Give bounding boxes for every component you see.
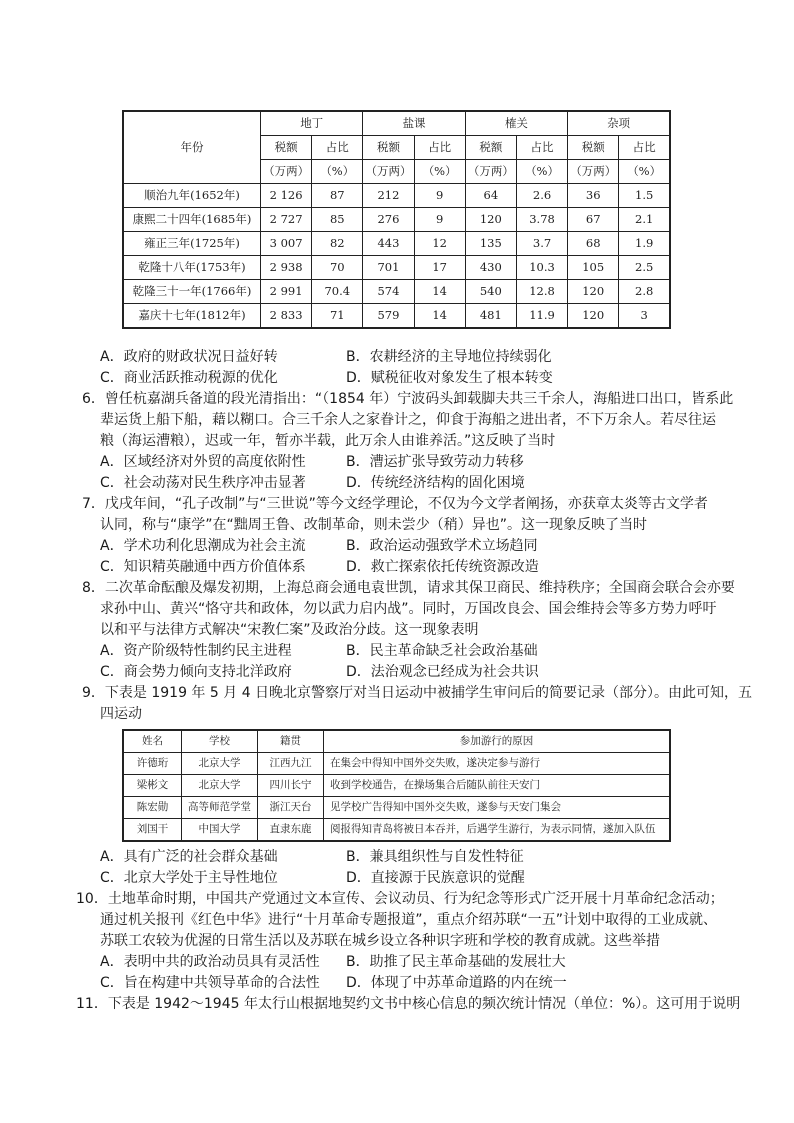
reason-cell: 收到学校通告，在操场集合后随队前往天安门 bbox=[324, 775, 671, 797]
value-cell: 120 bbox=[568, 304, 619, 329]
value-cell: 85 bbox=[312, 208, 363, 232]
year-cell: 雍正三年(1725年) bbox=[123, 232, 261, 256]
q10-option-a[interactable]: A．表明中共的政治动员具有灵活性 bbox=[100, 954, 320, 970]
year-header: 年份 bbox=[123, 111, 261, 184]
value-cell: 579 bbox=[363, 304, 414, 329]
q10-stem-line: 通过机关报刊《红色中华》进行“十月革命专题报道”，重点介绍苏联“一五”计划中取得的工业成就、 bbox=[100, 912, 718, 928]
value-cell: 120 bbox=[568, 280, 619, 304]
table-row bbox=[123, 797, 670, 819]
year-cell: 乾隆三十一年(1766年) bbox=[123, 280, 261, 304]
q8-option-c[interactable]: C．商会势力倾向支持北洋政府 bbox=[100, 664, 292, 680]
q6-stem-line: 辈运货上船下船，藉以糊口。合三千余人之家眷计之，仰食于海船之进出者，不下万余人。若尽往运 bbox=[100, 412, 716, 428]
ratio-header: 占比 bbox=[516, 136, 567, 160]
value-cell: 3.7 bbox=[516, 232, 567, 256]
q10-stem-line: 苏联工农较为优渥的日常生活以及苏联在城乡设立各种识字班和学校的教育成就。这些举措 bbox=[100, 933, 660, 949]
value-cell: 2.5 bbox=[619, 256, 670, 280]
table-row bbox=[123, 304, 670, 329]
value-cell: 2 833 bbox=[261, 304, 312, 329]
value-cell: 12.8 bbox=[516, 280, 567, 304]
value-cell: 3.78 bbox=[516, 208, 567, 232]
q8-option-d[interactable]: D．法治观念已经成为社会共识 bbox=[346, 664, 539, 680]
value-cell: 3 bbox=[619, 304, 670, 329]
year-cell: 嘉庆十七年(1812年) bbox=[123, 304, 261, 329]
ratio-header: 占比 bbox=[312, 136, 363, 160]
group-header: 杂项 bbox=[568, 111, 670, 136]
value-cell: 135 bbox=[465, 232, 516, 256]
q10-option-c[interactable]: C．旨在构建中共领导革命的合法性 bbox=[100, 975, 320, 991]
group-header: 地丁 bbox=[261, 111, 363, 136]
value-cell: 481 bbox=[465, 304, 516, 329]
q8-option-b[interactable]: B．民主革命缺乏社会政治基础 bbox=[346, 643, 538, 659]
origin-cell: 浙江天台 bbox=[258, 797, 324, 819]
table-row bbox=[123, 280, 670, 304]
value-cell: 70 bbox=[312, 256, 363, 280]
value-cell: 9 bbox=[414, 184, 465, 208]
q8-stem-line: 以和平与法律方式解决“宋教仁案”及政治分歧。这一现象表明 bbox=[100, 622, 479, 638]
q5-option-c[interactable]: C．商业活跃推动税源的优化 bbox=[100, 370, 278, 386]
value-cell: 105 bbox=[568, 256, 619, 280]
value-cell: 2.1 bbox=[619, 208, 670, 232]
column-header: 姓名 bbox=[123, 730, 182, 753]
name-cell: 梁彬文 bbox=[123, 775, 182, 797]
value-cell: 14 bbox=[414, 304, 465, 329]
q5-option-d[interactable]: D．赋税征收对象发生了根本转变 bbox=[346, 370, 553, 386]
value-cell: 443 bbox=[363, 232, 414, 256]
value-cell: 2 727 bbox=[261, 208, 312, 232]
group-header: 榷关 bbox=[465, 111, 567, 136]
q6-option-d[interactable]: D．传统经济结构的固化困境 bbox=[346, 475, 525, 491]
value-cell: 10.3 bbox=[516, 256, 567, 280]
ratio-unit: （%） bbox=[414, 160, 465, 184]
q7-option-b[interactable]: B．政治运动强致学术立场趋同 bbox=[346, 538, 538, 554]
column-header: 学校 bbox=[182, 730, 258, 753]
amount-header: 税额 bbox=[568, 136, 619, 160]
q10-stem-line: 10．土地革命时期，中国共产党通过文本宣传、会议动员、行为纪念等形式广泛开展十月革命纪念活动； bbox=[76, 891, 724, 907]
name-cell: 许德珩 bbox=[123, 753, 182, 775]
value-cell: 1.9 bbox=[619, 232, 670, 256]
reason-cell: 见学校广告得知中国外交失败，遂参与天安门集会 bbox=[324, 797, 671, 819]
ratio-header: 占比 bbox=[414, 136, 465, 160]
amount-unit: （万两） bbox=[568, 160, 619, 184]
amount-unit: （万两） bbox=[261, 160, 312, 184]
q7-option-d[interactable]: D．救亡探索依托传统资源改造 bbox=[346, 559, 539, 575]
value-cell: 2.6 bbox=[516, 184, 567, 208]
value-cell: 82 bbox=[312, 232, 363, 256]
value-cell: 574 bbox=[363, 280, 414, 304]
column-header: 籍贯 bbox=[258, 730, 324, 753]
value-cell: 87 bbox=[312, 184, 363, 208]
value-cell: 14 bbox=[414, 280, 465, 304]
reason-cell: 阅报得知青岛将被日本吞并，后遇学生游行，为表示同情，遂加入队伍 bbox=[324, 819, 671, 842]
value-cell: 12 bbox=[414, 232, 465, 256]
q6-stem-line: 6．曾任杭嘉湖兵备道的段光清指出：“（1854 年）宁波码头卸载脚夫共三千余人，海船进口出口，皆系此 bbox=[82, 391, 734, 407]
value-cell: 36 bbox=[568, 184, 619, 208]
amount-unit: （万两） bbox=[465, 160, 516, 184]
value-cell: 2 991 bbox=[261, 280, 312, 304]
q5-option-a[interactable]: A．政府的财政状况日益好转 bbox=[100, 349, 278, 365]
school-cell: 中国大学 bbox=[182, 819, 258, 842]
q11-stem-line: 11．下表是 1942～1945 年太行山根据地契约文书中核心信息的频次统计情况（单位：%）。这可用于说明 bbox=[76, 996, 741, 1012]
table-row bbox=[123, 256, 670, 280]
q9-stem-line: 9．下表是 1919 年 5 月 4 日晚北京警察厅对当日运动中被捕学生审问后的简要记录（部分）。由此可知，五 bbox=[82, 685, 753, 701]
school-cell: 高等师范学堂 bbox=[182, 797, 258, 819]
q6-option-c[interactable]: C．社会动荡对民生秩序冲击显著 bbox=[100, 475, 306, 491]
origin-cell: 江西九江 bbox=[258, 753, 324, 775]
q10-option-b[interactable]: B．助推了民主革命基础的发展壮大 bbox=[346, 954, 566, 970]
arrested-students-table bbox=[122, 729, 671, 842]
q9-option-a[interactable]: A．具有广泛的社会群众基础 bbox=[100, 849, 278, 865]
year-cell: 康熙二十四年(1685年) bbox=[123, 208, 261, 232]
year-cell: 顺治九年(1652年) bbox=[123, 184, 261, 208]
value-cell: 276 bbox=[363, 208, 414, 232]
table-row bbox=[123, 775, 670, 797]
ratio-unit: （%） bbox=[516, 160, 567, 184]
reason-cell: 在集会中得知中国外交失败，遂决定参与游行 bbox=[324, 753, 671, 775]
name-cell: 陈宏勋 bbox=[123, 797, 182, 819]
ratio-unit: （%） bbox=[312, 160, 363, 184]
tax-revenue-table bbox=[122, 110, 671, 329]
q10-option-d[interactable]: D．体现了中苏革命道路的内在统一 bbox=[346, 975, 567, 991]
value-cell: 2 938 bbox=[261, 256, 312, 280]
table-header-row bbox=[123, 730, 670, 753]
table-row bbox=[123, 753, 670, 775]
table-row bbox=[123, 208, 670, 232]
q9-option-b[interactable]: B．兼具组织性与自发性特征 bbox=[346, 849, 524, 865]
value-cell: 67 bbox=[568, 208, 619, 232]
origin-cell: 四川长宁 bbox=[258, 775, 324, 797]
value-cell: 1.5 bbox=[619, 184, 670, 208]
q7-option-a[interactable]: A．学术功利化思潮成为社会主流 bbox=[100, 538, 306, 554]
value-cell: 70.4 bbox=[312, 280, 363, 304]
value-cell: 212 bbox=[363, 184, 414, 208]
value-cell: 120 bbox=[465, 208, 516, 232]
q8-stem-line: 求孙中山、黄兴“恪守共和政体，勿以武力启内战”。同时，万国改良会、国会维持会等多方势力呼吁 bbox=[100, 601, 717, 617]
group-header: 盐课 bbox=[363, 111, 465, 136]
value-cell: 3 007 bbox=[261, 232, 312, 256]
q7-stem-line: 认同，称与“康学”在“黜周王鲁、改制革命，则未尝少（稍）异也”。这一现象反映了当时 bbox=[100, 517, 648, 533]
q8-stem-line: 8．二次革命酝酿及爆发初期，上海总商会通电袁世凯，请求其保卫商民、维持秩序；全国商会联合会亦要 bbox=[82, 580, 735, 596]
q8-option-a[interactable]: A．资产阶级特性制约民主进程 bbox=[100, 643, 292, 659]
year-cell: 乾隆十八年(1753年) bbox=[123, 256, 261, 280]
table-row bbox=[123, 819, 670, 842]
value-cell: 17 bbox=[414, 256, 465, 280]
q7-stem-line: 7．戊戌年间，“孔子改制”与“三世说”等今文经学理论，不仅为今文学者阐扬，亦获章太炎等古文学者 bbox=[82, 496, 708, 512]
value-cell: 2.8 bbox=[619, 280, 670, 304]
value-cell: 9 bbox=[414, 208, 465, 232]
amount-header: 税额 bbox=[261, 136, 312, 160]
table-header-row bbox=[123, 111, 670, 136]
q9-option-c[interactable]: C．北京大学处于主导性地位 bbox=[100, 870, 278, 886]
q9-stem-line: 四运动 bbox=[100, 706, 142, 722]
q7-option-c[interactable]: C．知识精英融通中西方价值体系 bbox=[100, 559, 306, 575]
ratio-header: 占比 bbox=[619, 136, 670, 160]
value-cell: 64 bbox=[465, 184, 516, 208]
column-header: 参加游行的原因 bbox=[324, 730, 671, 753]
amount-header: 税额 bbox=[465, 136, 516, 160]
amount-unit: （万两） bbox=[363, 160, 414, 184]
value-cell: 540 bbox=[465, 280, 516, 304]
amount-header: 税额 bbox=[363, 136, 414, 160]
origin-cell: 直隶东鹿 bbox=[258, 819, 324, 842]
table-row bbox=[123, 232, 670, 256]
value-cell: 68 bbox=[568, 232, 619, 256]
q6-option-b[interactable]: B．漕运扩张导致劳动力转移 bbox=[346, 454, 524, 470]
value-cell: 430 bbox=[465, 256, 516, 280]
value-cell: 701 bbox=[363, 256, 414, 280]
table-row bbox=[123, 184, 670, 208]
value-cell: 2 126 bbox=[261, 184, 312, 208]
q5-option-b[interactable]: B．农耕经济的主导地位持续弱化 bbox=[346, 349, 552, 365]
school-cell: 北京大学 bbox=[182, 753, 258, 775]
school-cell: 北京大学 bbox=[182, 775, 258, 797]
value-cell: 71 bbox=[312, 304, 363, 329]
q9-option-d[interactable]: D．直接源于民族意识的觉醒 bbox=[346, 870, 525, 886]
value-cell: 11.9 bbox=[516, 304, 567, 329]
name-cell: 刘国干 bbox=[123, 819, 182, 842]
q6-stem-line: 粮（海运漕粮），迟或一年，暂亦半载，此万余人由谁养活。”这反映了当时 bbox=[100, 433, 556, 449]
ratio-unit: （%） bbox=[619, 160, 670, 184]
q6-option-a[interactable]: A．区域经济对外贸的高度依附性 bbox=[100, 454, 306, 470]
